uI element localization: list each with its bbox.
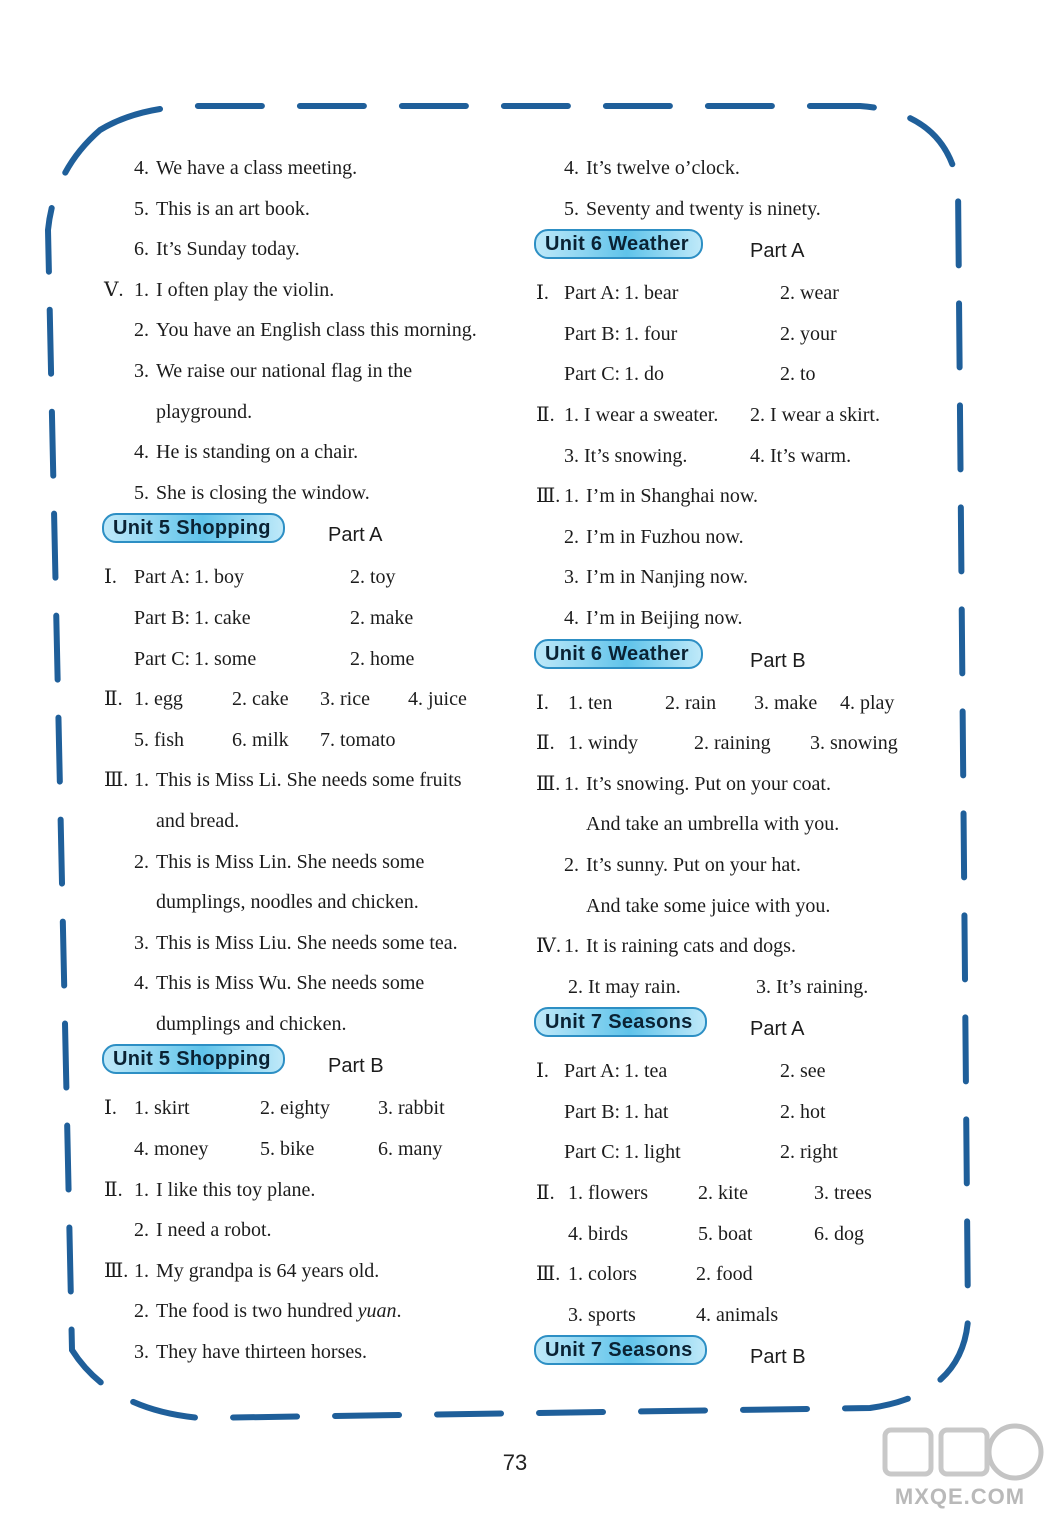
part-sublabel: Part A: [564,1060,621,1083]
answer-cell: 3. trees [814,1182,872,1205]
answer-text: dumplings, noodles and chicken. [156,891,419,914]
italic-word: yuan [357,1300,397,1323]
answer-text: They have thirteen horses. [156,1341,368,1364]
answer-cell: 2. right [780,1141,838,1164]
answer-cell: 3. It’s snowing. [564,444,688,467]
answer-text: and bread. [156,809,240,832]
answer-line [100,310,520,351]
answer-cell: 2. It may rain. [568,975,681,998]
answer-line [532,598,952,639]
answer-line [100,392,520,433]
answer-line [532,189,952,230]
unit-title-badge: Unit 5 Shopping [102,513,285,543]
item-number: 2. [564,525,579,548]
unit-title-badge: Unit 6 Weather [534,639,703,669]
section-numeral: Ⅱ. [104,688,123,711]
part-sublabel: Part C: [564,363,621,386]
answer-cell: 2. wear [780,282,839,305]
answer-text: It’s Sunday today. [156,238,300,261]
part-label: Part A [750,240,805,263]
answer-cell: 6. dog [814,1222,864,1245]
answer-text: He is standing on a chair. [156,441,359,464]
unit-section-header [532,1007,952,1051]
watermark-text: MXQE.COM [894,1484,1026,1509]
answer-line [100,760,520,801]
answer-cell: 4. animals [696,1303,779,1326]
answer-line [532,436,952,477]
answer-line [532,557,952,598]
answer-line [100,963,520,1004]
answer-text: playground. [156,400,253,423]
answer-cell: 3. snowing [810,732,898,755]
answer-line [100,598,520,639]
answer-line [100,842,520,883]
answer-line [100,229,520,270]
answer-cell: 2. your [780,322,837,345]
answer-line [532,1092,952,1133]
answer-cell: 2. food [696,1263,753,1286]
answer-line [100,1332,520,1373]
item-number: 2. [134,1219,149,1242]
answer-text: I’m in Shanghai now. [586,485,759,508]
item-number: 4. [564,606,579,629]
answer-line [532,845,952,886]
answer-line [100,1170,520,1211]
answer-line [100,923,520,964]
item-number: 3. [134,1341,149,1364]
answer-cell: 5. boat [698,1222,753,1245]
answer-text: And take an umbrella with you. [586,813,840,836]
answer-cell: 1. colors [568,1263,637,1286]
answer-text: This is Miss Wu. She needs some [156,972,425,995]
answer-cell: 1. light [624,1141,681,1164]
answer-text: This is Miss Liu. She needs some tea. [156,931,458,954]
answer-cell: 1. hat [624,1100,669,1123]
answer-cell: 1. I wear a sweater. [564,403,719,426]
answer-cell: 2. cake [232,688,289,711]
item-number: 4. [134,157,149,179]
item-number: 5. [134,481,149,504]
answer-line [532,926,952,967]
unit-section-header [532,639,952,683]
answer-text: This is Miss Li. She needs some fruits [156,769,462,792]
answer-text: You have an English class this morning. [156,319,477,342]
item-number: 3. [564,566,579,589]
answer-cell: 3. make [754,691,818,714]
answer-cell: 1. bear [624,282,679,305]
answer-text: I’m in Beijing now. [586,606,743,629]
answer-line [532,1173,952,1214]
item-number: 1. [564,485,579,508]
item-number: 2. [134,1300,149,1323]
answer-text: It is raining cats and dogs. [586,935,796,958]
answer-line [532,967,952,1008]
answer-text: I often play the violin. [156,278,335,301]
unit-section-header [100,513,520,557]
section-numeral: Ⅲ. [104,769,129,792]
item-number: 1. [134,278,149,301]
answer-line [532,148,952,189]
answer-cell: 2. make [350,606,414,629]
answer-line [532,1214,952,1255]
part-sublabel: Part C: [134,647,191,670]
part-sublabel: Part A: [564,282,621,305]
right-answer-column [532,148,952,1379]
answer-line [532,764,952,805]
answer-line [532,517,952,558]
answer-line [100,351,520,392]
unit-section-header [532,229,952,273]
section-numeral: Ⅲ. [536,1263,561,1286]
answer-line [532,354,952,395]
section-numeral: Ⅰ. [104,1097,117,1120]
item-number: 3. [134,359,149,382]
answer-line [532,1295,952,1336]
item-number: 1. [134,1178,149,1201]
answer-line [100,639,520,680]
item-number: 2. [564,853,579,876]
item-number: 6. [134,238,149,261]
unit-section-header [100,1044,520,1088]
answer-cell: 1. some [194,647,257,670]
answer-line [100,1129,520,1170]
section-numeral: Ⅲ. [536,485,561,508]
answer-text: I’m in Fuzhou now. [586,525,744,548]
part-label: Part B [750,649,806,672]
answer-cell: 1. windy [568,732,638,755]
unit-title-badge: Unit 7 Seasons [534,1007,707,1037]
answer-cell: 2. kite [698,1182,748,1205]
section-numeral: Ⅱ. [536,1182,555,1205]
answer-text: We raise our national flag in the [156,359,413,382]
answer-cell: 1. tea [624,1060,668,1083]
answer-text: She is closing the window. [156,481,370,504]
answer-text: It’s sunny. Put on your hat. [586,853,801,876]
answer-line [532,1051,952,1092]
answer-cell: 3. sports [568,1303,636,1326]
part-sublabel: Part C: [564,1141,621,1164]
watermark-logo [875,1416,1045,1524]
answer-text: I’m in Nanjing now. [586,566,749,589]
item-number: 4. [134,441,149,464]
item-number: 4. [134,972,149,995]
answer-line [100,720,520,761]
section-numeral: Ⅳ. [536,935,561,958]
page-number: 73 [502,1450,528,1475]
answer-cell: 2. eighty [260,1097,330,1120]
answer-cell: 2. I wear a skirt. [750,403,880,426]
item-number: 1. [134,769,149,792]
answer-cell: 6. milk [232,728,289,751]
item-number: 5. [134,197,149,220]
answer-cell: 2. raining [694,732,771,755]
answer-text: This is an art book. [156,197,310,220]
answer-line [100,801,520,842]
answer-cell: 2. rain [665,691,717,714]
answer-cell: 5. fish [134,728,184,751]
item-number: 3. [134,931,149,954]
answer-line [100,1210,520,1251]
item-number: 1. [564,772,579,795]
section-numeral: Ⅱ. [104,1178,123,1201]
section-numeral: Ⅰ. [536,1060,549,1083]
answer-cell: 2. to [780,363,816,386]
item-number: 2. [134,319,149,342]
answer-cell: 1. do [624,363,664,386]
answer-text: And take some juice with you. [586,894,831,917]
answer-line [532,273,952,314]
answer-text: dumplings and chicken. [156,1012,347,1035]
item-number: 5. [564,197,579,220]
answer-line [100,1004,520,1045]
answer-line [532,723,952,764]
answer-text: This is Miss Lin. She needs some [156,850,425,873]
answer-cell: 1. four [624,322,678,345]
section-numeral: Ⅰ. [536,282,549,305]
answer-line [100,189,520,230]
answer-line [100,270,520,311]
answer-line [532,314,952,355]
section-numeral: Ⅴ. [104,278,124,301]
answer-cell: 1. flowers [568,1182,648,1205]
answer-text: The food is two hundred yuan. [156,1300,402,1323]
answer-cell: 2. see [780,1060,826,1083]
part-label: Part A [328,524,383,547]
item-number: 2. [134,850,149,873]
section-numeral: Ⅰ. [104,566,117,589]
answer-cell: 1. skirt [134,1097,190,1120]
unit-title-badge: Unit 6 Weather [534,229,703,259]
answer-text: I need a robot. [156,1219,272,1242]
answer-line [100,1088,520,1129]
answer-cell: 2. hot [780,1100,826,1123]
answer-line [100,679,520,720]
answer-cell: 6. many [378,1138,443,1161]
answer-line [532,683,952,724]
answer-line [100,882,520,923]
answer-cell: 1. cake [194,606,251,629]
section-numeral: Ⅲ. [536,772,561,795]
answer-line [100,148,520,189]
answer-line [532,804,952,845]
answer-cell: 4. money [134,1138,209,1161]
part-label: Part A [750,1018,805,1041]
left-answer-column [100,148,520,1373]
answer-cell: 4. birds [568,1222,628,1245]
answer-text: Seventy and twenty is ninety. [586,197,821,220]
part-sublabel: Part B: [564,1100,621,1123]
answer-text: It’s snowing. Put on your coat. [586,772,831,795]
answer-line [532,476,952,517]
answer-cell: 7. tomato [320,728,396,751]
answer-text: It’s twelve o’clock. [586,157,740,179]
part-sublabel: Part B: [564,322,621,345]
answer-line [532,1132,952,1173]
answer-line [532,395,952,436]
answer-cell: 2. toy [350,566,396,589]
section-numeral: Ⅱ. [536,403,555,426]
answer-cell: 4. play [840,691,895,714]
answer-text: My grandpa is 64 years old. [156,1259,380,1282]
answer-line [100,432,520,473]
part-label: Part B [750,1346,806,1369]
answer-line [100,557,520,598]
answer-cell: 2. home [350,647,415,670]
unit-title-badge: Unit 5 Shopping [102,1044,285,1074]
answer-cell: 5. bike [260,1138,315,1161]
answer-line [532,886,952,927]
answer-text: I like this toy plane. [156,1178,316,1201]
answer-text: We have a class meeting. [156,157,358,179]
answer-cell: 4. juice [408,688,467,711]
answer-cell: 4. It’s warm. [750,444,852,467]
answer-line [532,1254,952,1295]
item-number: 1. [134,1259,149,1282]
answer-line [100,1251,520,1292]
section-numeral: Ⅲ. [104,1259,129,1282]
item-number: 1. [564,935,579,958]
answer-line [100,473,520,514]
section-numeral: Ⅰ. [536,691,549,714]
answer-cell: 1. ten [568,691,613,714]
section-numeral: Ⅱ. [536,732,555,755]
part-sublabel: Part A: [134,566,191,589]
unit-title-badge: Unit 7 Seasons [534,1335,707,1365]
answer-line [100,1291,520,1332]
part-label: Part B [328,1055,384,1078]
answer-cell: 3. rice [320,688,370,711]
part-sublabel: Part B: [134,606,191,629]
answer-cell: 1. boy [194,566,244,589]
item-number: 4. [564,157,579,179]
unit-section-header [532,1335,952,1379]
answer-cell: 1. egg [134,688,183,711]
answer-cell: 3. rabbit [378,1097,445,1120]
answer-cell: 3. It’s raining. [756,975,869,998]
